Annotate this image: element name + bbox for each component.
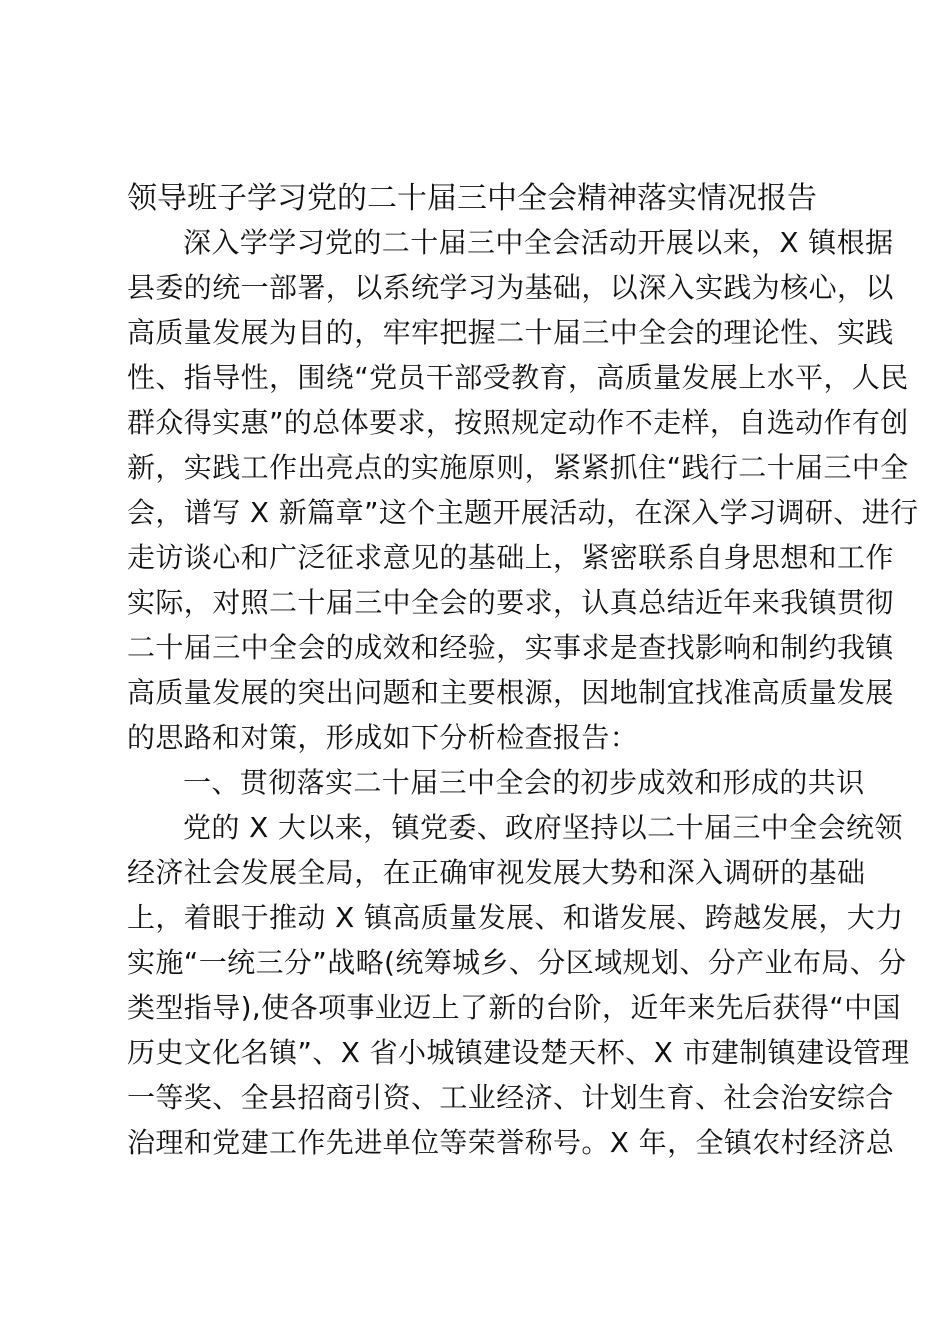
body-line: 高质量发展的突出问题和主要根源，因地制宜找准高质量发展 [127,676,894,709]
body-line: 治理和党建工作先进单位等荣誉称号。X 年，全镇农村经济总 [127,1126,895,1159]
body-line: 高质量发展为目的，牢牢把握二十届三中全会的理论性、实践 [127,316,894,349]
body-line: 上，着眼于推动 X 镇高质量发展、和谐发展、跨越发展，大力 [127,901,904,934]
body-line: 一等奖、全县招商引资、工业经济、计划生育、社会治安综合 [127,1081,894,1114]
document-title: 领导班子学习党的二十届三中全会精神落实情况报告 [127,181,817,216]
section-heading: 一、贯彻落实二十届三中全会的初步成效和形成的共识 [183,766,865,799]
body-line: 类型指导),使各项事业迈上了新的台阶，近年来先后获得“中国 [127,991,901,1024]
body-line: 历史文化名镇”、X 省小城镇建设楚天杯、X 市建制镇建设管理 [127,1036,910,1069]
body-line: 新，实践工作出亮点的实施原则，紧紧抓住“践行二十届三中全 [127,451,909,484]
body-line: 会，谱写 X 新篇章”这个主题开展活动，在深入学习调研、进行 [127,496,919,529]
body-line: 走访谈心和广泛征求意见的基础上，紧密联系自身思想和工作 [127,541,894,574]
body-line: 群众得实惠”的总体要求，按照规定动作不走样，自选动作有创 [127,406,909,439]
body-line: 性、指导性，围绕“党员干部受教育，高质量发展上水平，人民 [127,361,909,394]
body-line: 实际，对照二十届三中全会的要求，认真总结近年来我镇贯彻 [127,586,894,619]
body-line: 经济社会发展全局，在正确审视发展大势和深入调研的基础 [127,856,866,889]
body-line: 党的 X 大以来，镇党委、政府坚持以二十届三中全会统领 [183,811,903,844]
body-line: 实施“一统三分”战略(统筹城乡、分区域规划、分产业布局、分 [127,946,907,979]
body-line: 县委的统一部署，以系统学习为基础，以深入实践为核心，以 [127,271,894,304]
body-line: 的思路和对策，形成如下分析检查报告： [127,721,639,754]
body-line: 深入学学习党的二十届三中全会活动开展以来，X 镇根据 [183,226,894,259]
body-line: 二十届三中全会的成效和经验，实事求是查找影响和制约我镇 [127,631,894,664]
